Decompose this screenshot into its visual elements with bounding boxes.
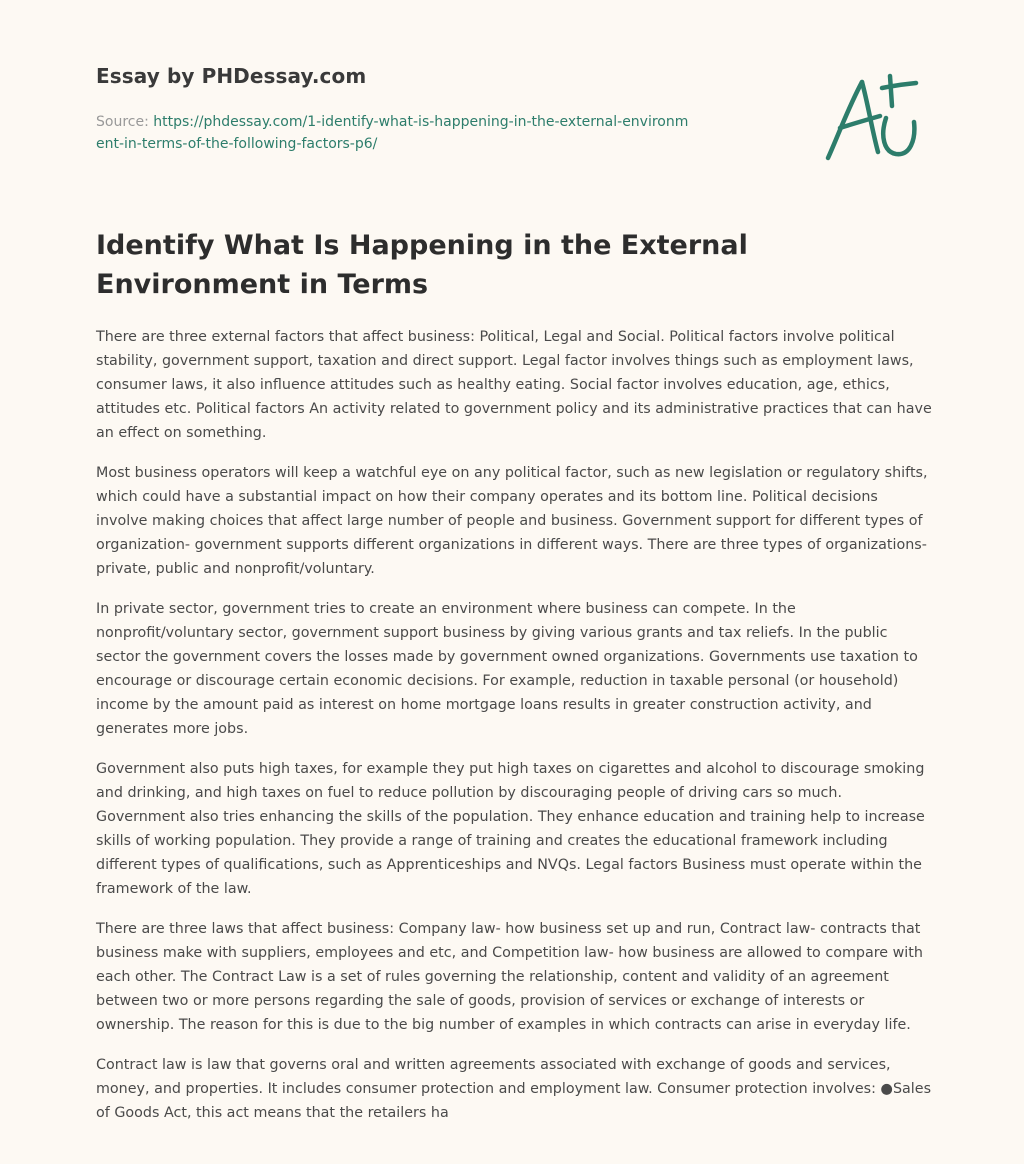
paragraph: Most business operators will keep a watchful eye on any political factor, such as new legislation or regulatory shifts, which could have a substantial impact on how their company operates and its bottom line. Political decisions involve making choices that affect large number of people and business. Government support for different types of organization- government supports different organizations in different ways. There are three types of organizations- private, public and nonprofit/voluntary. xyxy=(96,465,928,577)
site-title: Essay by PHDessay.com xyxy=(96,64,367,88)
source-line xyxy=(96,111,696,155)
paragraph: Contract law is law that governs oral and written agreements associated with exchange of goods and services, money, and properties. It includes consumer protection and employment law. Consumer protection involves: ●Sales of Goods Act, this act means that the retailers ha xyxy=(96,1057,932,1121)
paragraph: There are three external factors that affect business: Political, Legal and Social. Political factors involve political stability, government support, taxation and direct support. Legal factor involves things such as employment laws, consumer laws, it also influence attitudes such as healthy eating. Social factor involves education, age, ethics, attitudes etc. Political factors An activity related to government policy and its administrative practices that can have an effect on something. xyxy=(96,329,932,441)
paragraph: Government also puts high taxes, for example they put high taxes on cigarettes and alcohol to discourage smoking and drinking, and high taxes on fuel to reduce pollution by discouraging people of driving cars so much. Government also tries enhancing the skills of the population. They enhance education and training help to increase skills of working population. They provide a range of training and creates the educational framework including different types of qualifications, such as Apprenticeships and NVQs. Legal factors Business must operate within the framework of the law. xyxy=(96,761,925,897)
a-plus-grade-icon xyxy=(822,70,926,164)
paragraph: In private sector, government tries to create an environment where business can compete. In the nonprofit/voluntary sector, government support business by giving various grants and tax reliefs. In the public sector the government covers the losses made by government owned organizations. Governments use taxation to encourage or discourage certain economic decisions. For example, reduction in taxable personal (or household) income by the amount paid as interest on home mortgage loans results in greater construction activity, and generates more jobs. xyxy=(96,601,918,737)
essay-body xyxy=(96,325,932,1141)
essay-title: Identify What Is Happening in the External Environment in Terms xyxy=(96,230,748,300)
source-link[interactable]: https://phdessay.com/1-identify-what-is-happening-in-the-external-environment-in-terms-of-the-following-factors-p6/ xyxy=(96,114,689,152)
source-label: Source: xyxy=(96,114,154,130)
paragraph: There are three laws that affect business: Company law- how business set up and run, Contract law- contracts that business make with suppliers, employees and etc, and Competition law- how business are allowed to compare with each other. The Contract Law is a set of rules governing the relationship, content and validity of an agreement between two or more persons regarding the sale of goods, provision of services or exchange of interests or ownership. The reason for this is due to the big number of examples in which contracts can arise in everyday life. xyxy=(96,921,923,1033)
